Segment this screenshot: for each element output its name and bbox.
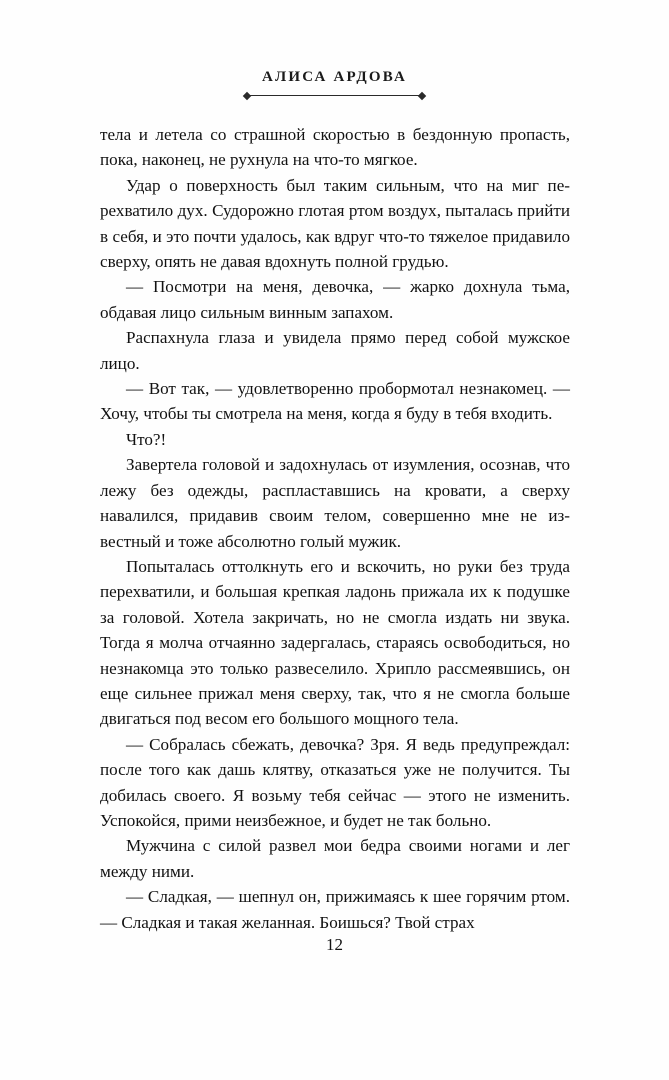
paragraph: — Посмотри на меня, девочка, — жарко дохнула тьма, обдавая лицо сильным винным запахом.: [100, 277, 570, 322]
paragraph: тела и летела со страшной скоростью в бездонную пропасть, пока, наконец, не рухнула на что-то мягкое.: [100, 125, 570, 170]
paragraph: — Вот так, — удовлетворенно пробормотал незнакомец. — Хочу, чтобы ты смотрела на меня, когда я буду в тебя входить.: [100, 379, 570, 424]
paragraph: Распахнула глаза и увидела прямо перед собой мужское лицо.: [100, 328, 570, 373]
paragraph: — Сладкая, — шепнул он, прижимаясь к шее горячим ртом. — Сладкая и такая желанная. Боишься? Твой страх: [100, 887, 570, 932]
paragraph: Завертела головой и задохнулась от изумления, осознав, что лежу без одежды, распластавшись на кровати, а сверху навалился, придавив своим телом, совершенно мне не известный и тоже абсолютно голый мужик.: [100, 455, 570, 551]
paragraph: Что?!: [126, 429, 167, 449]
page-number: 12: [326, 935, 343, 954]
page-body: [100, 122, 570, 935]
running-head-title: АЛИСА АРДОВА: [261, 69, 408, 85]
running-head: [0, 68, 669, 86]
paragraph: Мужчина с силой развел мои бедра своими ногами и лег между ними.: [100, 836, 570, 881]
paragraph: Попыталась оттолкнуть его и вскочить, но руки без труда перехватили, и большая крепкая ладонь прижала их к подушке за головой. Хотела закричать, но не смогла издать ни звука. Тогда я молча отчаянно задергалась, стараясь освободиться, но незнакомца это только развеселило. Хрипло рассмеявшись, он еще сильнее прижал меня сверху, так, что я не смогла больше двигаться под весом его большого мощного тела.: [100, 556, 570, 729]
header-divider: [248, 95, 421, 96]
paragraph: — Собралась сбежать, девочка? Зря. Я ведь предупреждал: после того как дашь клятву, отказаться уже не получится. Ты добилась своего. Я возьму тебя сейчас — этого не изменить. Успокойся, прими неизбежное, и будет не так больно.: [100, 734, 570, 830]
paragraph: Удар о поверхность был таким сильным, что на миг перехватило дух. Судорожно глотая ртом воздух, пыталась прийти в себя, и это почти удалось, как вдруг что-то тяжелое придавило сверху, опять не давая вдохнуть полной грудью.: [100, 175, 570, 272]
